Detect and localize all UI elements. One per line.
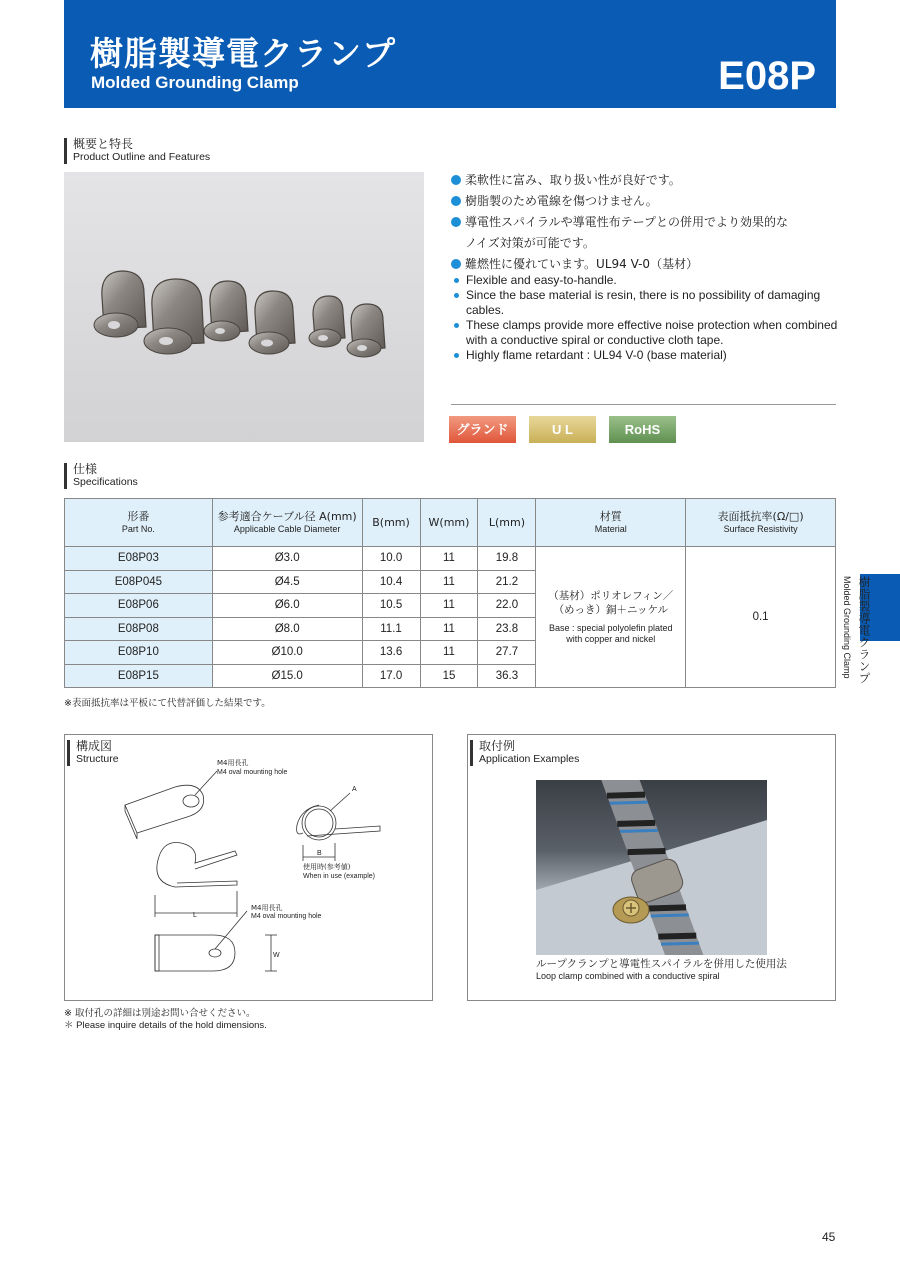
feature-en-item: Since the base material is resin, there is no possibility of damaging cables. [454,288,844,318]
col-header-w: W(mm) [420,499,478,547]
bullet-icon [454,278,459,283]
bullet-icon [451,259,461,269]
cell-w: 11 [420,641,478,665]
cell-b: 13.6 [362,641,420,665]
in-use-label-en: When in use (example) [303,873,375,880]
dim-l-label: L [193,912,197,919]
bullet-icon [451,175,461,185]
cell-b: 10.0 [362,547,420,571]
feature-ja-item-continued: ノイズ対策が可能です。 [465,236,595,250]
badge-rohs: RoHS [609,416,676,443]
resistivity-note: ※表面抵抗率は平板にて代替評価した結果です。 [64,698,271,709]
spec-heading [64,463,138,489]
col-header-b: B(mm) [362,499,420,547]
example-heading [470,740,579,766]
col-header-material: 材質 Material [536,499,686,547]
cell-a: Ø4.5 [212,570,362,594]
structure-heading-en: Structure [76,753,119,765]
feature-en-item: Highly flame retardant : UL94 V-0 (base material) [454,348,844,363]
cell-l: 19.8 [478,547,536,571]
cell-resistivity: 0.1 [686,547,836,688]
dim-w-label: W [273,952,280,959]
example-caption-en: Loop clamp combined with a conductive spiral [536,971,720,981]
example-heading-ja: 取付例 [479,739,516,753]
cell-l: 36.3 [478,664,536,688]
cell-a: Ø15.0 [212,664,362,688]
cell-a: Ø10.0 [212,641,362,665]
hole-label-ja-bottom: M4用長孔 [251,904,283,912]
cell-l: 23.8 [478,617,536,641]
feature-ja-item: 樹脂製のため電線を傷つけません。 [451,193,841,214]
cell-l: 21.2 [478,570,536,594]
spec-heading-ja: 仕様 [73,462,98,476]
col-header-l: L(mm) [478,499,536,547]
bullet-icon [454,353,459,358]
cell-a: Ø6.0 [212,594,362,618]
badge-ground: グランド [449,416,516,443]
hole-label-ja-top: M4用長孔 [217,759,249,767]
side-label-ja: 樹脂製導電クランプ [857,576,871,684]
col-header-cable: 参考適合ケーブル径 A(mm) Applicable Cable Diameter [212,499,362,547]
feature-en-item: These clamps provide more effective noise protection when combined with a conductive spiral or conductive cloth tape. [454,318,844,348]
outline-heading-ja: 概要と特長 [73,137,134,151]
divider [451,404,836,405]
features-ja [451,172,841,277]
cell-part: E08P06 [65,594,213,618]
example-heading-en: Application Examples [479,753,580,765]
example-caption-ja: ループクランプと導電性スパイラルを併用した使用法 [536,958,787,970]
table-row [65,547,836,571]
outline-heading [64,138,210,164]
cell-w: 15 [420,664,478,688]
hole-note-en: ＊ Please inquire details of the hold dimensions. [64,1020,267,1031]
cell-w: 11 [420,617,478,641]
hole-label-en-bottom: M4 oval mounting hole [251,913,322,920]
hole-notes [64,1008,267,1032]
product-code: E08P [718,54,816,98]
cell-a: Ø8.0 [212,617,362,641]
cell-part: E08P03 [65,547,213,571]
page-header [64,0,836,108]
dim-b-label: B [317,850,322,857]
cell-a: Ø3.0 [212,547,362,571]
col-header-part: 形番 Part No. [65,499,213,547]
example-image [536,780,767,955]
cell-b: 17.0 [362,664,420,688]
hole-note-ja: ※ 取付孔の詳細は別途お問い合せください。 [64,1008,256,1019]
col-header-resistivity: 表面抵抗率(Ω/□) Surface Resistivity [686,499,836,547]
structure-diagram [65,735,432,1000]
cell-l: 22.0 [478,594,536,618]
side-label-en: Molded Grounding Clamp [842,576,852,679]
feature-ja-item: 難燃性に優れています。UL94 V-0（基材） [451,256,841,277]
structure-box [64,734,433,1001]
title-ja: 樹脂製導電クランプ [90,34,396,73]
cell-part: E08P045 [65,570,213,594]
cell-b: 10.5 [362,594,420,618]
cell-b: 10.4 [362,570,420,594]
cell-w: 11 [420,547,478,571]
cell-part: E08P15 [65,664,213,688]
feature-en-item: Flexible and easy-to-handle. [454,273,844,288]
cell-part: E08P10 [65,641,213,665]
spec-heading-en: Specifications [73,476,138,488]
cell-w: 11 [420,594,478,618]
bullet-icon [451,217,461,227]
page-number: 45 [822,1230,836,1244]
in-use-label-ja: 使用時(参考値) [303,863,351,871]
bullet-icon [454,293,459,298]
clamps-image [64,172,424,442]
example-caption [536,958,787,982]
spec-table [64,498,836,688]
badge-ul: U L [529,416,596,443]
features-en [454,273,844,363]
dim-a-label: A [352,786,357,793]
outline-heading-en: Product Outline and Features [73,151,211,163]
cell-part: E08P08 [65,617,213,641]
product-photo [64,172,424,442]
bullet-icon [451,196,461,206]
feature-ja-item: 柔軟性に富み、取り扱い性が良好です。 [451,172,841,193]
cell-l: 27.7 [478,641,536,665]
hole-label-en-top: M4 oval mounting hole [217,769,288,776]
bullet-icon [454,323,459,328]
structure-heading-ja: 構成図 [76,739,113,753]
table-header-row [65,499,836,547]
feature-ja-item: 導電性スパイラルや導電性布テープとの併用でより効果的な [451,214,841,235]
title-en: Molded Grounding Clamp [91,73,299,92]
cell-w: 11 [420,570,478,594]
example-photo [536,780,767,955]
cell-material: （基材）ポリオレフィン／ （めっき）銅＋ニッケル Base : special polyolefin plated with copper and nickel [536,547,686,688]
cell-b: 11.1 [362,617,420,641]
